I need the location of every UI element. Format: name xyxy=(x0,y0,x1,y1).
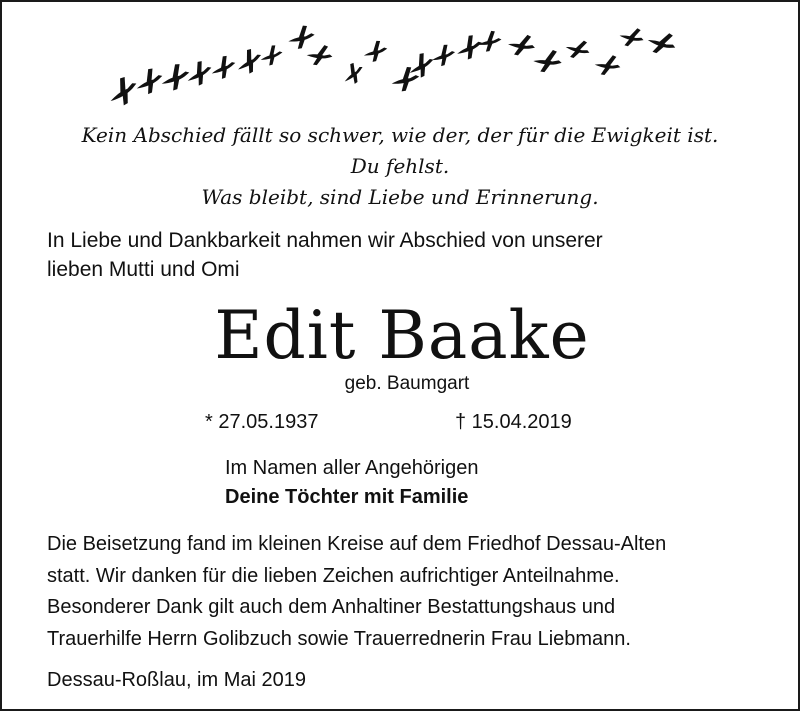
funeral-notice xyxy=(47,529,767,655)
intro-text xyxy=(47,226,767,284)
intro-line: lieben Mutti und Omi xyxy=(47,258,240,281)
mourners-signoff xyxy=(225,454,478,512)
maiden-name: geb. Baumgart xyxy=(344,373,470,394)
signoff-line: Im Namen aller Angehörigen xyxy=(225,457,479,479)
quote-block xyxy=(2,120,798,213)
intro-line: In Liebe und Dankbarkeit nahmen wir Abschied von unserer xyxy=(47,229,603,252)
quote-line: Du fehlst. xyxy=(350,154,450,178)
notice-line: statt. Wir danken für die lieben Zeichen aufrichtiger Anteilnahme. xyxy=(47,564,620,587)
quote-line: Was bleibt, sind Liebe und Erinnerung. xyxy=(201,185,599,209)
family-signature: Deine Töchter mit Familie xyxy=(225,486,469,508)
deceased-name: Edit Baake xyxy=(214,297,590,374)
place-and-date: Dessau-Roßlau, im Mai 2019 xyxy=(47,669,306,691)
flying-birds-icon xyxy=(102,16,692,112)
quote-line: Kein Abschied fällt so schwer, wie der, der für die Ewigkeit ist. xyxy=(81,123,719,147)
notice-line: Die Beisetzung fand im kleinen Kreise auf dem Friedhof Dessau-Alten xyxy=(47,533,667,555)
notice-line: Trauerhilfe Herrn Golibzuch sowie Trauerrednerin Frau Liebmann. xyxy=(47,627,631,650)
notice-line: Besonderer Dank gilt auch dem Anhaltiner Bestattungshaus und xyxy=(47,596,616,618)
life-dates xyxy=(2,408,800,436)
death-date: † 15.04.2019 xyxy=(455,411,572,433)
birth-date: * 27.05.1937 xyxy=(205,411,319,433)
